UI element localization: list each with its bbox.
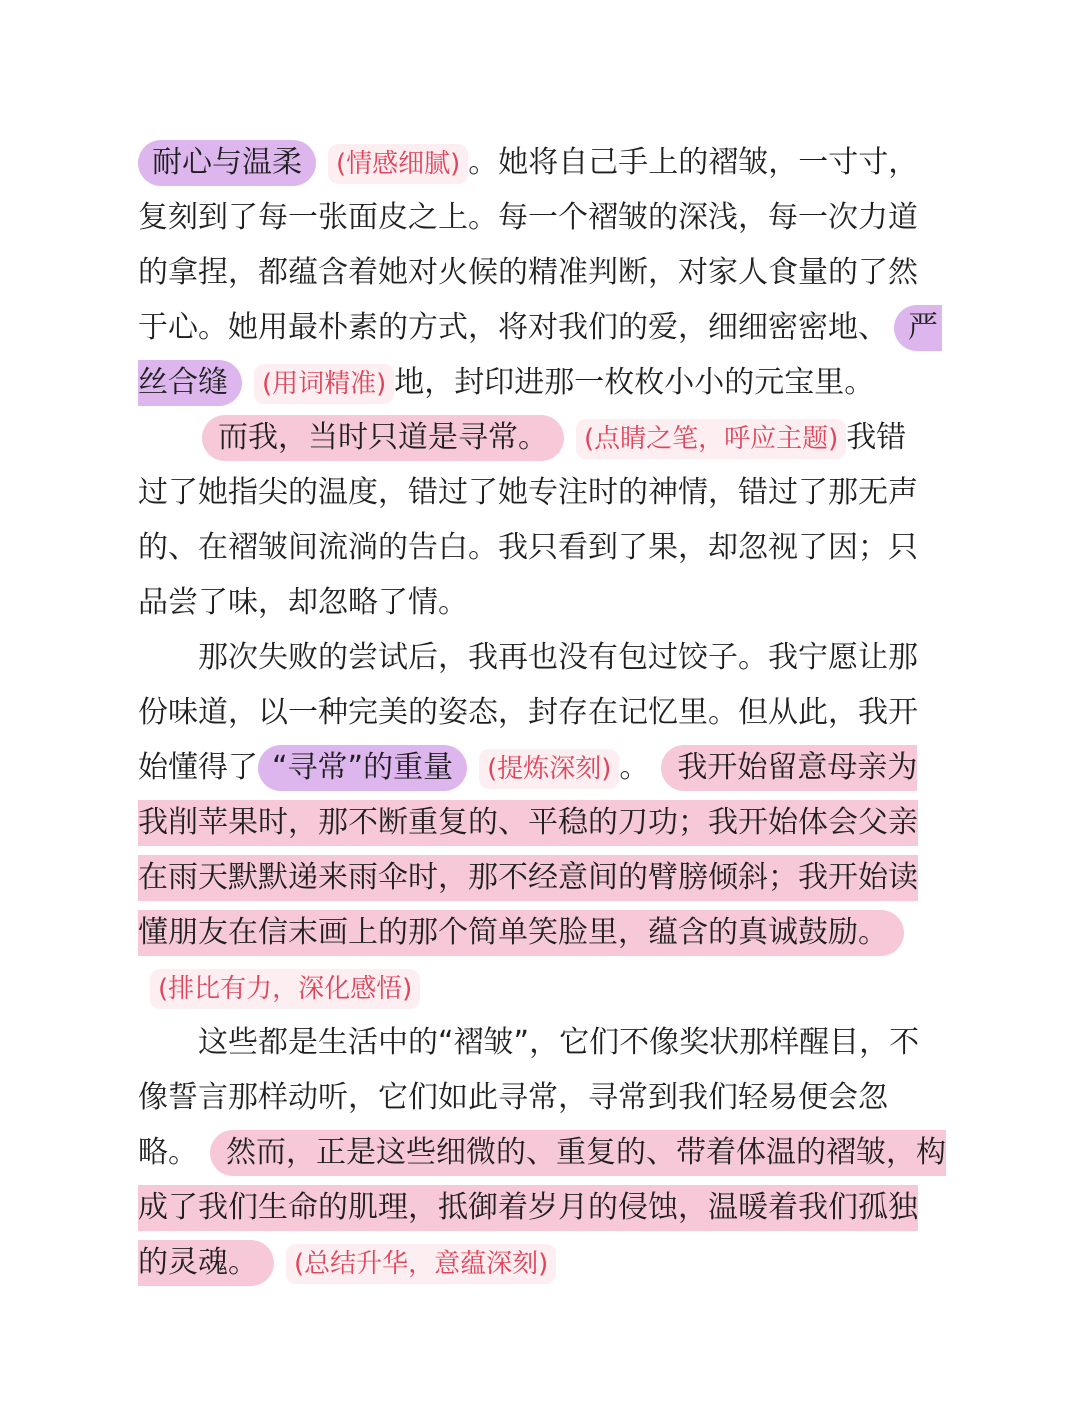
highlight-phrase: “寻常”的重量 <box>258 745 467 791</box>
p3-line4 <box>138 796 918 850</box>
highlight-phrase: 懂朋友在信末画上的那个简单笑脸里，蕴含的真诚鼓励。 <box>138 910 904 956</box>
p1-line3: 的拿捏，都蕴含着她对火候的精准判断，对家人食量的了然 <box>138 255 918 290</box>
annotation-note: (用词精准) <box>254 364 394 404</box>
text-run: 我错 <box>846 420 907 455</box>
highlight-phrase: 严 <box>894 305 942 351</box>
annotation-note: (情感细腻) <box>328 144 468 184</box>
highlight-phrase: 我开始留意母亲为 <box>661 745 917 791</box>
annotation-note: (点睛之笔，呼应主题) <box>576 419 846 459</box>
text-run: 。 <box>619 750 650 785</box>
highlight-phrase: 而我，当时只道是寻常。 <box>202 415 564 461</box>
p4-line3 <box>138 1126 946 1180</box>
text-run: 始懂得了 <box>138 750 258 785</box>
p2-line4: 品尝了味，却忽略了情。 <box>138 585 468 620</box>
p1-line5 <box>138 356 874 410</box>
highlight-phrase: 我削苹果时，那不断重复的、平稳的刀功；我开始体会父亲 <box>138 800 918 846</box>
p1-line2: 复刻到了每一张面皮之上。每一个褶皱的深浅，每一次力道 <box>138 200 918 235</box>
p4-line2: 像誓言那样动听，它们如此寻常，寻常到我们轻易便会忽 <box>138 1080 888 1115</box>
p4-line4 <box>138 1181 918 1235</box>
p4-line5 <box>138 1236 556 1290</box>
text-run: 于心。她用最朴素的方式，将对我们的爱，细细密密地、 <box>138 310 888 345</box>
p3-line2: 份味道，以一种完美的姿态，封存在记忆里。但从此，我开 <box>138 695 918 730</box>
highlight-phrase: 耐心与温柔 <box>138 140 316 186</box>
highlight-phrase: 成了我们生命的肌理，抵御着岁月的侵蚀，温暖着我们孤独 <box>138 1185 918 1231</box>
annotation-note: (提炼深刻) <box>479 749 619 789</box>
p2-line3: 的、在褶皱间流淌的告白。我只看到了果，却忽视了因；只 <box>138 530 918 565</box>
p1-line4 <box>138 301 942 355</box>
p2-line2: 过了她指尖的温度，错过了她专注时的神情，错过了那无声 <box>138 475 918 510</box>
highlight-phrase: 然而，正是这些细微的、重复的、带着体温的褶皱，构 <box>210 1130 946 1176</box>
p2-line1 <box>202 411 906 465</box>
p3-line5 <box>138 851 918 905</box>
p4-line1: 这些都是生活中的“褶皱”，它们不像奖状那样醒目，不 <box>198 1025 920 1060</box>
text-run: 。她将自己手上的褶皱，一寸寸， <box>468 145 919 180</box>
highlight-phrase: 的灵魂。 <box>138 1240 274 1286</box>
text-run: 略。 <box>138 1135 198 1170</box>
p3-note-line <box>150 961 420 1015</box>
p3-line3 <box>138 741 917 795</box>
highlight-phrase: 丝合缝 <box>138 360 242 406</box>
p3-line1: 那次失败的尝试后，我再也没有包过饺子。我宁愿让那 <box>198 640 918 675</box>
p1-line1 <box>138 136 918 190</box>
annotation-note: (总结升华，意蕴深刻) <box>286 1244 556 1284</box>
p3-line6 <box>138 906 904 960</box>
annotation-note: (排比有力，深化感悟) <box>150 969 420 1009</box>
highlight-phrase: 在雨天默默递来雨伞时，那不经意间的臂膀倾斜；我开始读 <box>138 855 918 901</box>
text-run: 地，封印进那一枚枚小小的元宝里。 <box>394 365 875 400</box>
